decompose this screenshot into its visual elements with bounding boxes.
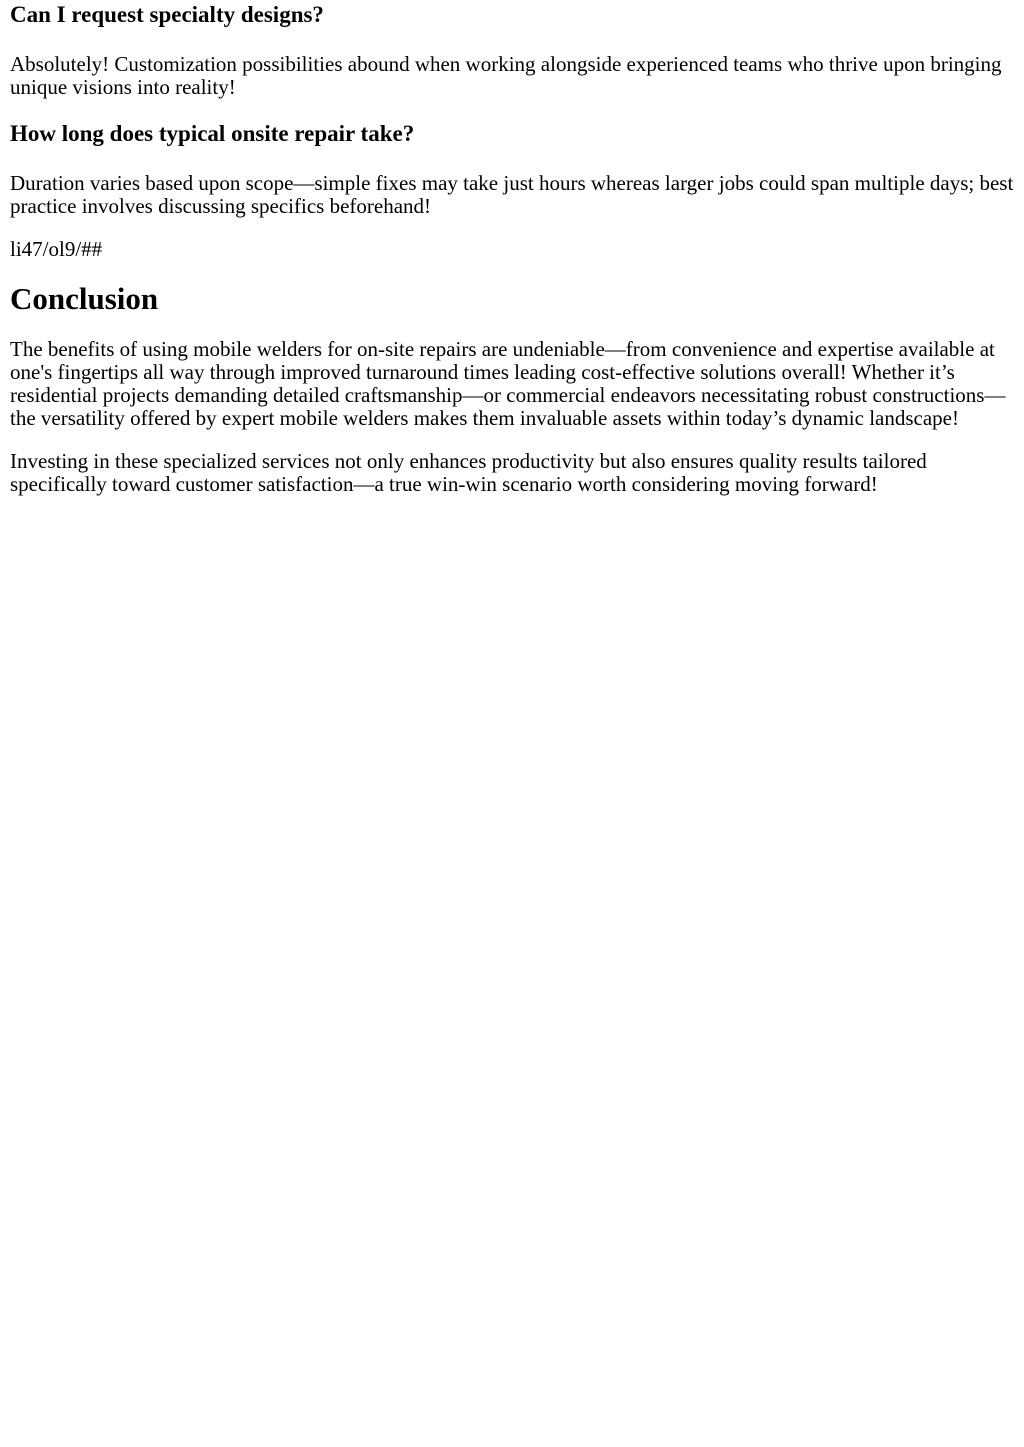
conclusion-paragraph-1: The benefits of using mobile welders for on-site repairs are undeniable—from convenience and expertise available at one's fingertips all way through improved turnaround times leading cost-effective solutions overall! Whether it’s residential projects demanding detailed craftsmanship—or commercial endeavors necessitating robust constructions—the versatility offered by expert mobile welders makes them invaluable assets within today’s dynamic landscape! xyxy=(10,337,1006,430)
stray-markup-text: li47/ol9/## xyxy=(10,237,103,261)
faq-answer-1: Absolutely! Customization possibilities abound when working alongside experienced teams who thrive upon bringing unique visions into reality! xyxy=(10,52,1002,99)
conclusion-heading: Conclusion xyxy=(10,281,159,316)
article-body xyxy=(0,1,1024,496)
faq-answer-2: Duration varies based upon scope—simple fixes may take just hours whereas larger jobs could span multiple days; best practice involves discussing specifics beforehand! xyxy=(10,171,1014,218)
faq-question-2: How long does typical onsite repair take? xyxy=(10,121,415,146)
conclusion-paragraph-2: Investing in these specialized services not only enhances productivity but also ensures quality results tailored specifically toward customer satisfaction—a true win-win scenario worth considering moving forward! xyxy=(10,449,927,496)
faq-question-1: Can I request specialty designs? xyxy=(10,2,324,27)
